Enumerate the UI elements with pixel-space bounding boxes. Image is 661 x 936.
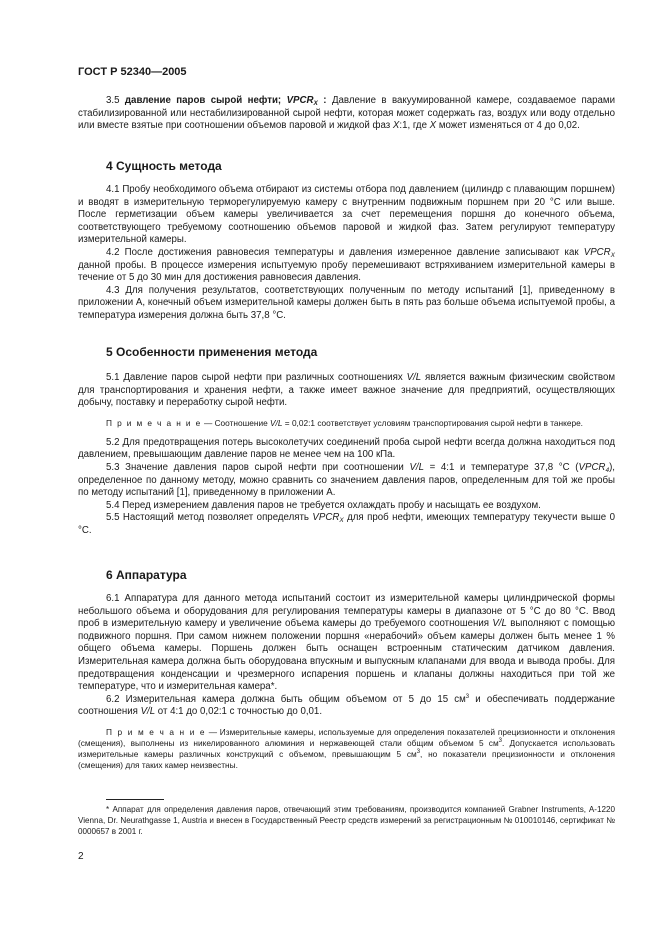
term-abbr: $VPCR_X$ [286,95,318,107]
definition-text-2: :1, где [399,120,430,132]
paragraph-5-3: 5.3 Значение давления паров сырой нефти при соотношении V/L = 4:1 и температуре 37,8 °С $(VPCR_4)$, определенное по данному методу, можно сравнить со значением давления паров, определенным для той же пробы по методу испытаний [1], приведенному в приложении А. [78,461,615,499]
var-x: X [392,120,400,132]
paragraph-4-1: 4.1 Пробу необходимого объема отбирают из системы отбора под давлением (цилиндр с плавающим поршнем) и вводят в измерительную терморегулируемую камеру с внутренним подвижным поршнем при 20 °С или выше. После герметизации объем камеры увеличивается за счет перемещения поршня до конечного объема, соответствующего требуемому соотношению объемов паровой и жидкой фаз. Затем регулируют температуру измерительной камеры. [78,184,615,246]
note-2: П р и м е ч а н и е — Измерительные камеры, используемые для определения показателей прецизионности и отклонения (смещения), выполнены из никелированного алюминия и нержавеющей стали общим объемом 5 $см^3$. Допускается использовать измерительные камеры различных конструкций с объемом, превышающим 5 $см^3$, но показатели прецизионности и отклонения (смещения) для таких камер неизвестны. [78,726,615,770]
section-5 [78,345,615,359]
paragraph-5-1: 5.1 Давление паров сырой нефти при различных соотношениях V/L является важным физическим свойством для транспортирования и хранения нефти, а также имеет важное значение для предприятий, осуществляющих добычу, поставку и переработку сырой нефти. [78,372,615,409]
section-heading: 6 Аппаратура [106,568,187,582]
term-colon: : [317,95,327,106]
paragraph-4-3: 4.3 Для получения результатов, соответствующих полученным по методу испытаний [1], приведенному в приложении А, конечный объем измерительной камеры должен быть в пять раз больше объема испытуемой пробы, а температура измерения должна быть 37,8 °С. [78,284,615,321]
section-6 [78,568,615,582]
paragraph-3-5 [78,95,615,133]
footnote-divider [106,799,164,800]
section-heading: 5 Особенности применения метода [106,345,318,359]
note-1: П р и м е ч а н и е — Соотношение V/L = 0,02:1 соответствует условиям транспортирования сырой нефти в танкере. [106,417,583,428]
var-vl: V/L [406,372,422,383]
section-heading: 4 Сущность метода [106,159,222,173]
page-number: 2 [78,851,84,862]
section-4 [78,159,615,173]
var-x-2: X [429,120,437,132]
paragraph-6-1: 6.1 Аппаратура для данного метода испытаний состоит из измерительной камеры цилиндрической формы небольшого объема и оборудования для регулирования температуры камеры в диапазоне от 5 °С до 80 °С. Ввод проб в измерительную камеру и увеличение объема камеры до требуемого соотношения V/L выполняют с помощью подвижного поршня. При самом нижнем положении поршня «нерабочий» объем камеры должен быть менее 1 % общего объема камеры. Поршень должен быть оснащен встроенным статическим датчиком давления. Измерительная камера должна быть оборудована впускным и выпускным клапанами для ввода и вывода пробы. Для предотвращения конденсации и чрезмерного испарения поршень и клапаны должны находиться при той же температуре, что и измерительная камера*. [78,593,615,693]
note-label: П р и м е ч а н и е [106,417,202,428]
clause-number: 3.5 [106,95,120,106]
paragraph-4-2: 4.2 После достижения равновесия температуры и давления измеренное давление записывают как $VPCR_X$ данной пробы. В процессе измерения испытуемую пробу перемешивают встряхиванием измерительной камеры в течение от 5 до 30 мин для достижения равновесия давления. [78,246,615,284]
section-6-body [78,593,615,771]
abbr-vpcr: $VPCR_X$ [583,246,615,259]
definition-text: Давление в вакуумированной камере, создаваемое парами стабилизированной или нестабилизированной сырой нефти, которая может содержать газ, воздух или воду отдельно или вместе взятые при соотношении объемов паровой и жидкой фаз [78,95,615,132]
paragraph-5-5: 5.5 Настоящий метод позволяет определять $VPCR_X$ для проб нефти, имеющих температуру текучести выше 0 °С. [78,512,615,536]
footnote-block [78,804,615,837]
document-header: ГОСТ Р 52340—2005 [78,66,187,78]
definition-text-3: может изменяться от 4 до 0,02. [436,120,580,132]
section-5-body [78,372,615,538]
paragraph-5-4: 5.4 Перед измерением давления паров не требуется охлаждать пробу и насыщать ее воздухом. [106,499,541,511]
term-name: давление паров сырой нефти; [124,95,282,106]
footnote: * Аппарат для определения давления паров, отвечающий этим требованиям, производится компанией Grabner Instruments, A-1220 Vienna, Dr. Neurathgasse 1, Austria и внесен в Государственный Реестр средств измерений за регистрационным № 010010146, сертификат № 0000657 в 2001 г. [78,805,615,836]
section-4-body [78,184,615,323]
paragraph-5-2: 5.2 Для предотвращения потерь высоколетучих соединений проба сырой нефти всегда должна находиться под давлением, превышающим давление паров не менее чем на 100 кПа. [78,436,615,461]
section-3-5 [78,95,615,133]
note-label: П р и м е ч а н и е [106,726,206,737]
abbr-vpcr-4: $VPCR_4$ [578,461,610,474]
paragraph-6-2: 6.2 Измерительная камера должна быть общим объемом от 5 до 15 $см^3$ и обеспечивать поддержание соотношения V/L от 4:1 до 0,02:1 с точностью до 0,01. [78,693,616,718]
abbr-vpcr-x: $VPCR_X$ [312,512,344,525]
